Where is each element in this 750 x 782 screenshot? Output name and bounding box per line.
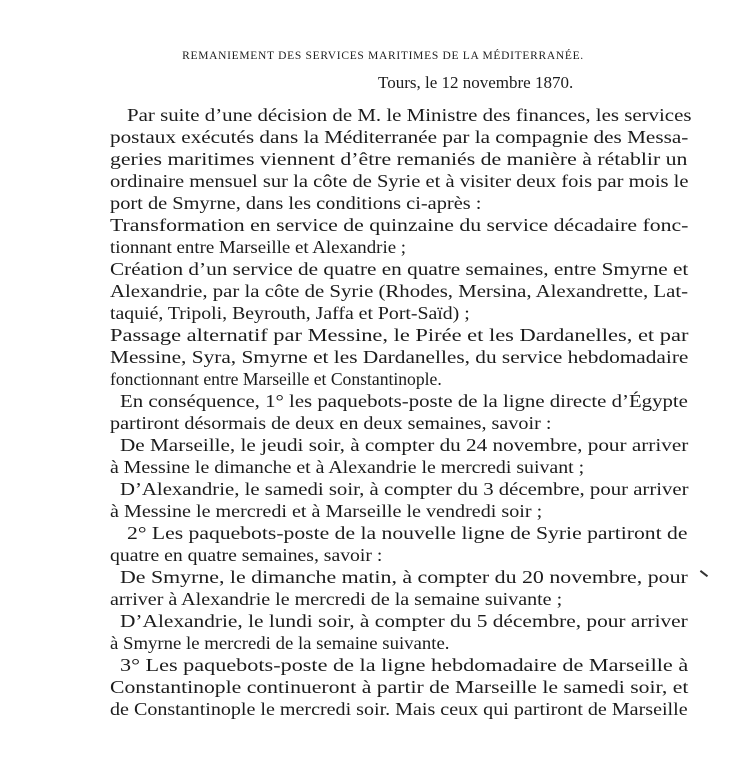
text-line: geries maritimes viennent d’être remaniés de manière à rétablir un <box>110 149 688 169</box>
text-line: D’Alexandrie, le samedi soir, à compter du 3 décembre, pour arriver <box>120 479 689 499</box>
text-line: fonctionnant entre Marseille et Constantinople. <box>110 369 442 389</box>
text-line: En conséquence, 1° les paquebots-poste de la ligne directe d’Égypte <box>120 391 688 411</box>
text-line: D’Alexandrie, le lundi soir, à compter du 5 décembre, pour arriver <box>120 611 688 631</box>
text-line: Création d’un service de quatre en quatre semaines, entre Smyrne et <box>110 259 689 279</box>
text-line: Alexandrie, par la côte de Syrie (Rhodes, Mersina, Alexandrette, Lat- <box>110 281 689 301</box>
text-line: partiront désormais de deux en deux semaines, savoir : <box>110 413 552 433</box>
text-line: taquié, Tripoli, Beyrouth, Jaffa et Port-Saïd) ; <box>110 303 470 323</box>
text-line: 2° Les paquebots-poste de la nouvelle ligne de Syrie partiront de <box>127 523 688 543</box>
text-line: Constantinople continueront à partir de Marseille le samedi soir, et <box>110 677 689 697</box>
document-heading: REMANIEMENT DES SERVICES MARITIMES DE LA MÉDITERRANÉE. <box>182 50 584 62</box>
text-line: postaux exécutés dans la Méditerranée par la compagnie des Messa- <box>110 127 689 147</box>
text-line: à Smyrne le mercredi de la semaine suivante. <box>110 633 450 653</box>
text-line: à Messine le mercredi et à Marseille le vendredi soir ; <box>110 501 543 521</box>
text-line: Passage alternatif par Messine, le Pirée et les Dardanelles, et par <box>110 325 689 345</box>
text-line: Par suite d’une décision de M. le Ministre des finances, les services <box>127 105 692 125</box>
text-line: port de Smyrne, dans les conditions ci-après : <box>110 193 482 213</box>
text-line: arriver à Alexandrie le mercredi de la semaine suivante ; <box>110 589 563 609</box>
text-line: De Smyrne, le dimanche matin, à compter du 20 novembre, pour <box>120 567 688 587</box>
text-line: de Constantinople le mercredi soir. Mais ceux qui partiront de Marseille <box>110 699 688 719</box>
text-line: Messine, Syra, Smyrne et les Dardanelles, du service hebdomadaire <box>110 347 689 367</box>
text-line: ordinaire mensuel sur la côte de Syrie et à visiter deux fois par mois le <box>110 171 689 191</box>
text-line: De Marseille, le jeudi soir, à compter du 24 novembre, pour arriver <box>120 435 689 455</box>
margin-stray-mark <box>700 570 708 577</box>
dateline: Tours, le 12 novembre 1870. <box>378 73 574 92</box>
text-line: à Messine le dimanche et à Alexandrie le mercredi suivant ; <box>110 457 585 477</box>
text-line: quatre en quatre semaines, savoir : <box>110 545 383 565</box>
text-line: tionnant entre Marseille et Alexandrie ; <box>110 237 407 257</box>
text-line: 3° Les paquebots-poste de la ligne hebdomadaire de Marseille à <box>120 655 689 675</box>
text-line: Transformation en service de quinzaine du service décadaire fonc- <box>110 215 689 235</box>
